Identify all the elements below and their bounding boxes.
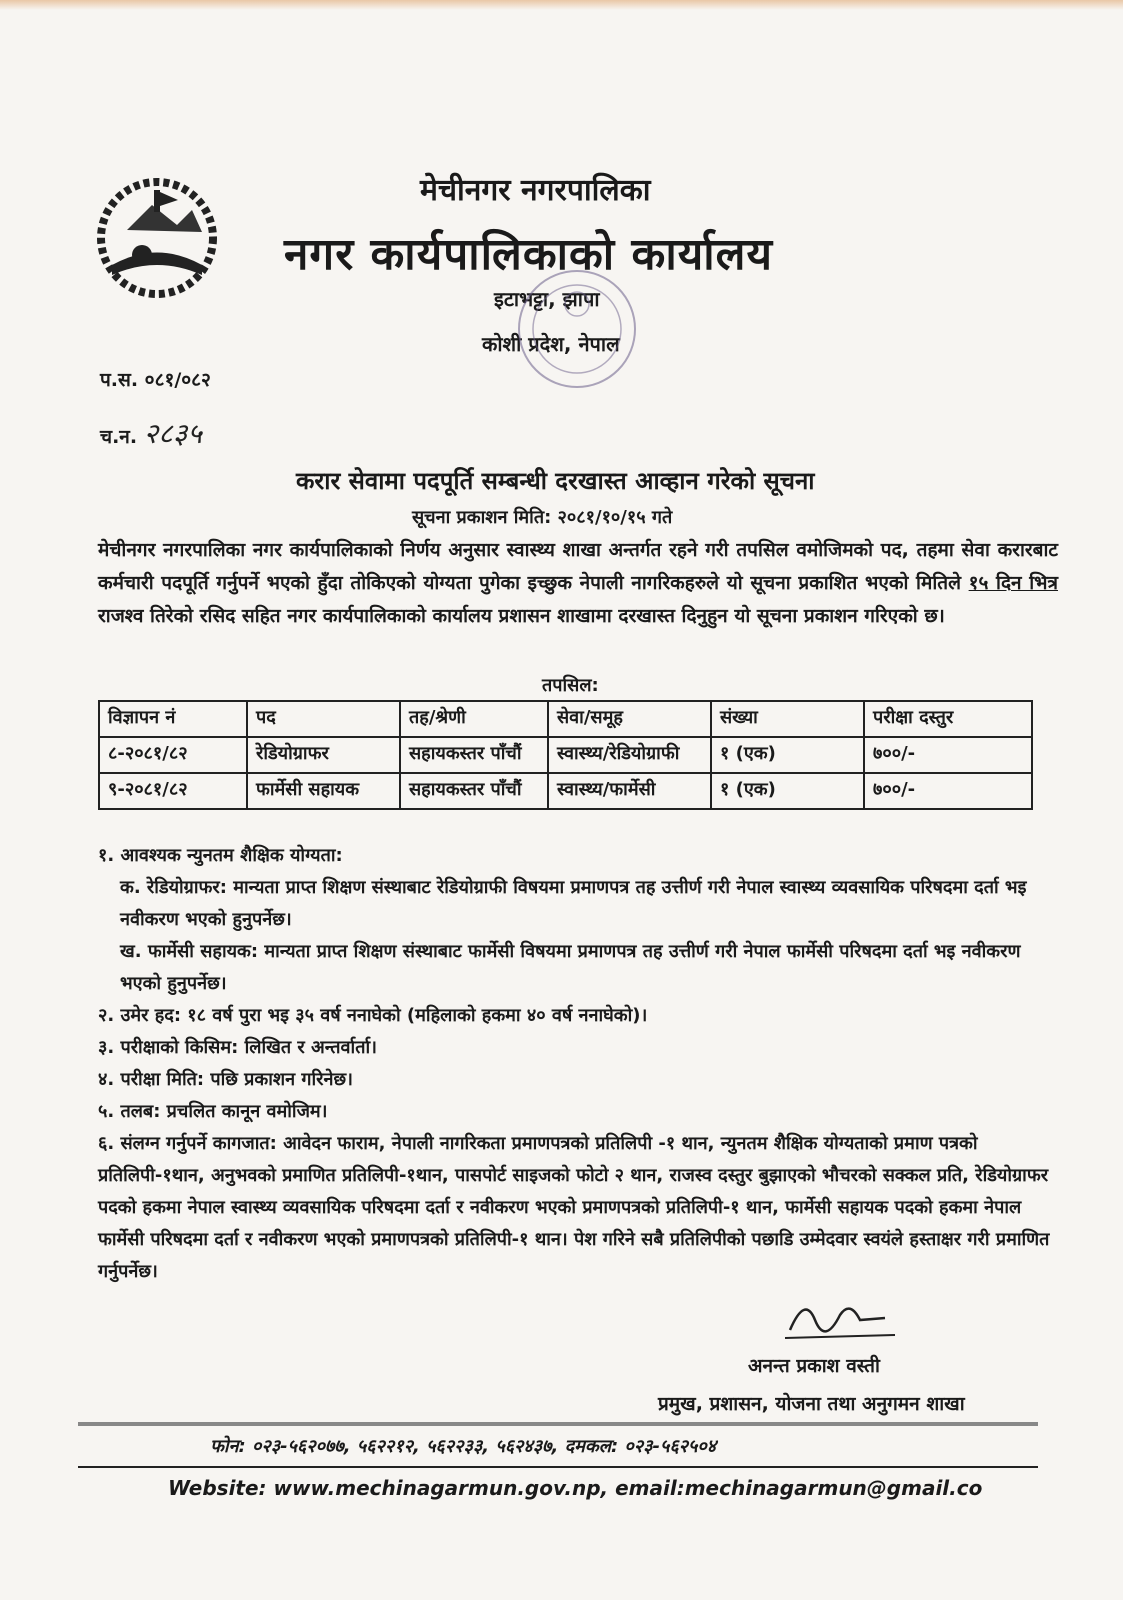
dispatch-number: २८३५: [143, 417, 202, 450]
office-stamp-icon: [512, 264, 642, 394]
dispatch-label: च.न.: [100, 426, 138, 448]
footer-divider: [78, 1422, 1038, 1426]
cell-count: १ (एक): [711, 773, 864, 809]
office-name: नगर कार्यपालिकाको कार्यालय: [284, 229, 773, 280]
requirement-3: ३. परीक्षाको किसिम: लिखित र अन्तर्वार्ता।: [98, 1037, 377, 1058]
cell-fee: ७००/-: [864, 773, 1032, 809]
vacancy-table: [98, 700, 1033, 810]
top-edge: [0, 0, 1123, 10]
cell-ad-no: ८-२०८१/८२: [99, 737, 247, 773]
requirement-4: ४. परीक्षा मिति: पछि प्रकाशन गरिनेछ।: [98, 1069, 353, 1090]
publication-date: सूचना प्रकाशन मिति: २०८१/१०/१५ गते: [412, 507, 673, 528]
nepal-emblem-icon: [92, 170, 222, 300]
notice-body: [98, 534, 1058, 633]
requirements-list: [98, 840, 1058, 1288]
deadline-underlined: १५ दिन भित्र: [968, 572, 1059, 594]
cell-count: १ (एक): [711, 737, 864, 773]
requirement-5: ५. तलब: प्रचलित कानून वमोजिम।: [98, 1101, 328, 1122]
cell-level: सहायकस्तर पाँचौं: [400, 773, 548, 809]
fiscal-year-ref: प.स. ०८१/०८२: [100, 369, 211, 391]
office-province: कोशी प्रदेश, नेपाल: [482, 332, 620, 356]
requirement-2: २. उमेर हद: १८ वर्ष पुरा भइ ३५ वर्ष ननाघेको (महिलाको हकमा ४० वर्ष ननाघेको)।: [98, 1005, 648, 1026]
signature-icon: [780, 1290, 900, 1350]
footer-phone: फोन: ०२३-५६२०७७, ५६२२१२, ५६२२३३, ५६२४३७, दमकल: ०२३-५६२५०४: [210, 1436, 717, 1457]
cell-post: रेडियोग्राफर: [247, 737, 400, 773]
header-fee: परीक्षा दस्तुर: [864, 701, 1032, 737]
header-post: पद: [247, 701, 400, 737]
cell-service: स्वास्थ्य/रेडियोग्राफी: [548, 737, 711, 773]
requirement-1b: ख. फार्मेसी सहायक: मान्यता प्राप्त शिक्षण संस्थाबाट फार्मेसी विषयमा प्रमाणपत्र तह उत्तीर्ण गरी नेपाल फार्मेसी परिषदमा दर्ता भइ नवीकरण भएको हुनुपर्नेछ।: [120, 941, 1021, 994]
footer-website: Website: www.mechinagarmun.gov.np, email:mechinagarmun@gmail.co: [168, 1476, 983, 1500]
requirement-1: १. आवश्यक न्युनतम शैक्षिक योग्यता:: [98, 845, 343, 866]
municipality-name: मेचीनगर नगरपालिका: [420, 173, 651, 208]
notice-title: करार सेवामा पदपूर्ति सम्बन्धी दरखास्त आव्हान गरेको सूचना: [296, 467, 815, 495]
office-place: इटाभट्टा, झापा: [494, 287, 600, 311]
header-count: संख्या: [711, 701, 864, 737]
signatory-designation: प्रमुख, प्रशासन, योजना तथा अनुगमन शाखा: [658, 1393, 965, 1415]
body-text-2: राजश्व तिरेको रसिद सहित नगर कार्यपालिकाको कार्यालय प्रशासन शाखामा दरखास्त दिनुहुन यो सूचना प्रकाशन गरिएको छ।: [98, 605, 945, 627]
cell-level: सहायकस्तर पाँचौं: [400, 737, 548, 773]
dispatch-ref: [100, 414, 202, 452]
table-caption: तपसिल:: [542, 675, 599, 696]
cell-post: फार्मेसी सहायक: [247, 773, 400, 809]
footer-divider-2: [78, 1466, 1038, 1468]
header-ad-no: विज्ञापन नं: [99, 701, 247, 737]
cell-service: स्वास्थ्य/फार्मेसी: [548, 773, 711, 809]
header-level: तह/श्रेणी: [400, 701, 548, 737]
requirement-1a: क. रेडियोग्राफर: मान्यता प्राप्त शिक्षण संस्थाबाट रेडियोग्राफी विषयमा प्रमाणपत्र तह उत्तीर्ण गरी नेपाल स्वास्थ्य व्यवसायिक परिषदमा दर्ता भइ नवीकरण भएको हुनुपर्नेछ।: [120, 877, 1027, 930]
requirement-6: ६. संलग्न गर्नुपर्ने कागजात: आवेदन फाराम, नेपाली नागरिकता प्रमाणपत्रको प्रतिलिपी -१ थान, न्युनतम शैक्षिक योग्यताको प्रमाण पत्रको प्रतिलिपी-१थान, अनुभवको प्रमाणित प्रतिलिपी-१थान, पासपोर्ट साइजको फोटो २ थान, राजस्व दस्तुर बुझाएको भौचरको सक्कल प्रति, रेडियोग्राफर पदको हकमा नेपाल स्वास्थ्य व्यवसायिक परिषदमा दर्ता र नवीकरण भएको प्रमाणपत्रको प्रतिलिपी-१ थान, फार्मेसी सहायक पदको हकमा नेपाल फार्मेसी परिषदमा दर्ता र नवीकरण भएको प्रमाणपत्रको प्रतिलिपी-१ थान। पेश गरिने सबै प्रतिलिपीको पछाडि उम्मेदवार स्वयंले हस्ताक्षर गरी प्रमाणित गर्नुपर्नेछ।: [98, 1133, 1050, 1282]
body-text-1: मेचीनगर नगरपालिका नगर कार्यपालिकाको निर्णय अनुसार स्वास्थ्य शाखा अन्तर्गत रहने गरी तपसिल वमोजिमको पद, तहमा सेवा करारबाट कर्मचारी पदपूर्ति गर्नुपर्ने भएको हुँदा तोकिएको योग्यता पुगेका इच्छुक नेपाली नागरिकहरुले यो सूचना प्रकाशित भएको मितिले: [98, 539, 1058, 594]
cell-ad-no: ९-२०८१/८२: [99, 773, 247, 809]
cell-fee: ७००/-: [864, 737, 1032, 773]
table-header-row: [99, 701, 1032, 737]
table-row: [99, 737, 1032, 773]
table-row: [99, 773, 1032, 809]
signatory-name: अनन्त प्रकाश वस्ती: [748, 1355, 880, 1377]
header-service: सेवा/समूह: [548, 701, 711, 737]
